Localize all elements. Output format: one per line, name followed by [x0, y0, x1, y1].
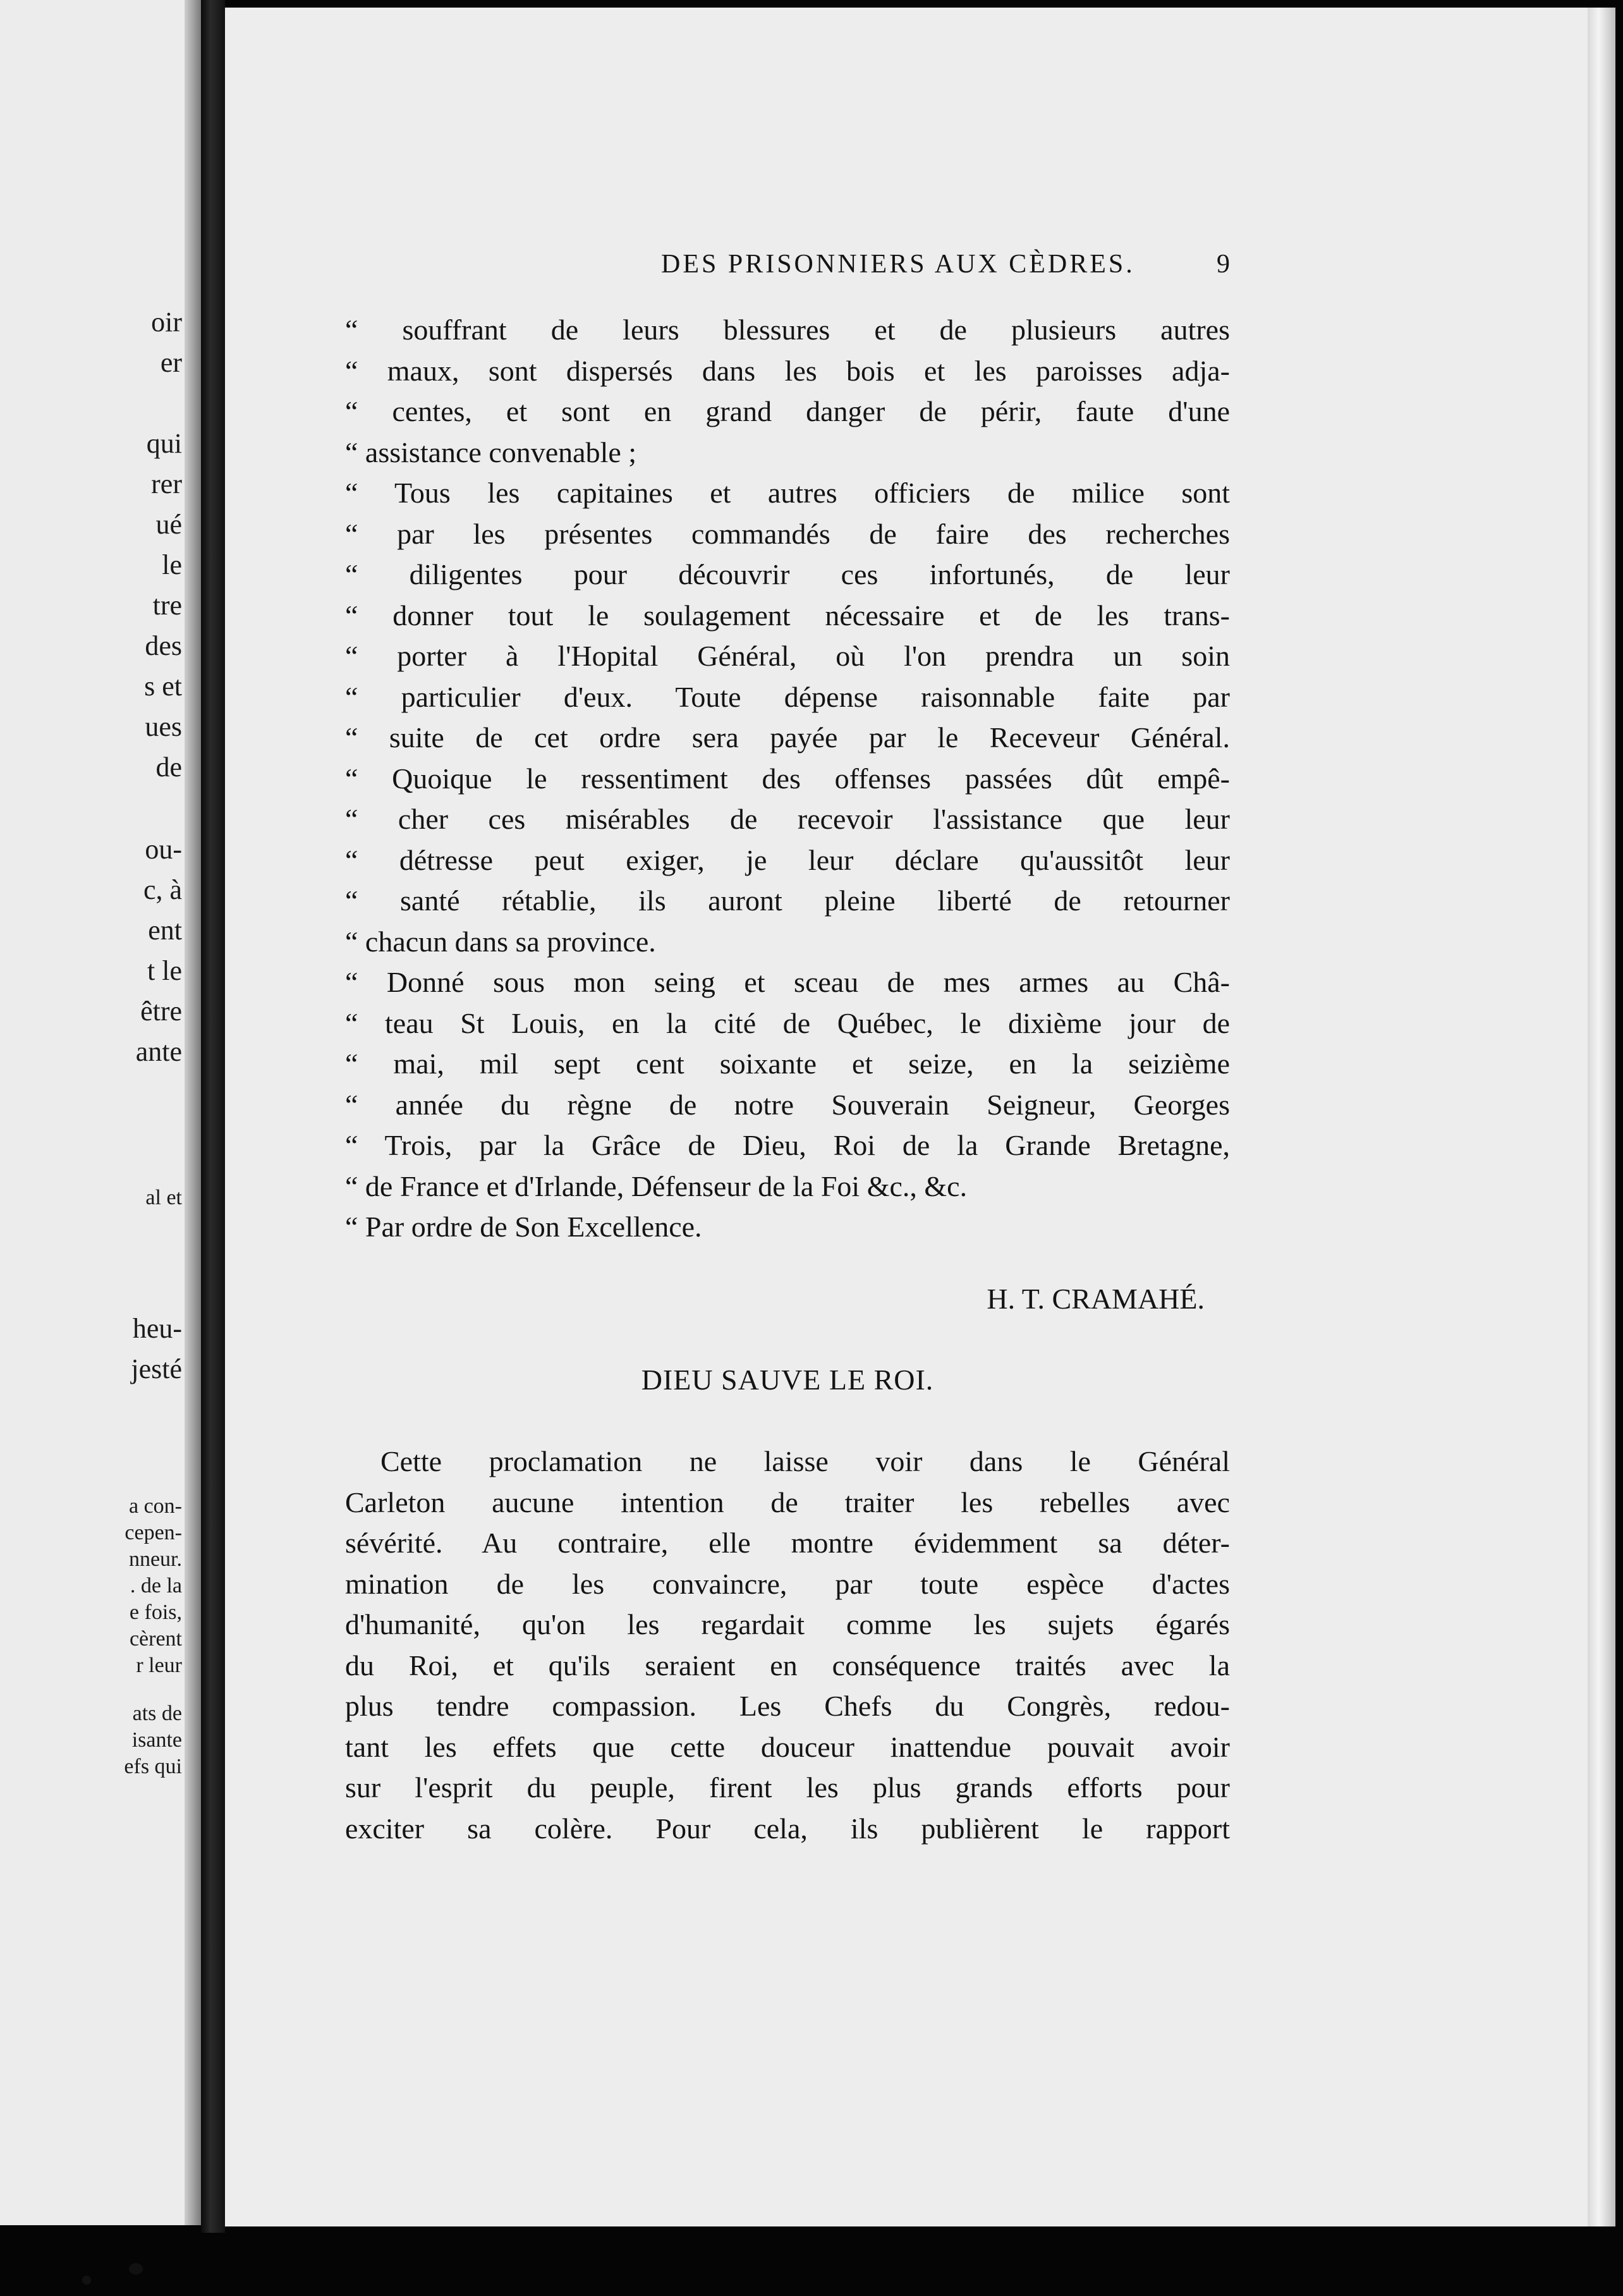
proclamation-line: “ donner tout le soulagement nécessaire et de les trans-: [345, 599, 1230, 632]
proclamation-line: “ suite de cet ordre sera payée par le Receveur Général.: [345, 721, 1230, 754]
proclamation-line: “ Donné sous mon seing et sceau de mes armes au Châ-: [345, 966, 1230, 998]
proclamation-line: “ détresse peut exiger, je leur déclare qu'aussitôt leur: [345, 843, 1230, 876]
left-page-fragment: tre: [152, 590, 182, 621]
left-page-fragment: a con-: [128, 1494, 182, 1518]
proclamation-line: “ teau St Louis, en la cité de Québec, le dixième jour de: [345, 1006, 1230, 1039]
running-header: [345, 249, 1230, 287]
left-page: [0, 0, 201, 2225]
right-page: [225, 8, 1590, 2226]
paragraph-line: sévérité. Au contraire, elle montre évidemment sa déter-: [345, 1527, 1230, 1559]
proclamation-line: “ porter à l'Hopital Général, où l'on prendra un soin: [345, 640, 1230, 672]
signature: H. T. CRAMAHÉ.: [987, 1283, 1205, 1315]
page-edge: [1588, 8, 1615, 2226]
scan-speck: [82, 2276, 91, 2285]
left-page-fragment: cepen-: [125, 1521, 182, 1544]
paragraph-line: Cette proclamation ne laisse voir dans le Général: [380, 1445, 1230, 1477]
left-gutter-shadow: [185, 0, 201, 2225]
left-page-fragment: être: [140, 996, 182, 1027]
paragraph-line: du Roi, et qu'ils seraient en conséquence traités avec la: [345, 1649, 1230, 1682]
paragraph-line: tant les effets que cette douceur inattendue pouvait avoir: [345, 1730, 1230, 1763]
paragraph-line: Carleton aucune intention de traiter les rebelles avec: [345, 1486, 1230, 1518]
proclamation-line: “ souffrant de leurs blessures et de plusieurs autres: [345, 314, 1230, 346]
proclamation-text: [345, 310, 1230, 1248]
left-page-fragment: ou-: [145, 834, 182, 865]
proclamation-line: “ Trois, par la Grâce de Dieu, Roi de la Grande Bretagne,: [345, 1129, 1230, 1161]
left-page-fragment: r leur: [136, 1654, 182, 1677]
left-page-fragment: le: [162, 549, 182, 580]
left-page-fragment: s et: [144, 671, 182, 702]
paragraph-line: plus tendre compassion. Les Chefs du Congrès, redou-: [345, 1690, 1230, 1722]
left-page-fragment: jesté: [131, 1353, 182, 1384]
proclamation-line: “ particulier d'eux. Toute dépense raisonnable faite par: [345, 680, 1230, 713]
page-number: 9: [1217, 250, 1230, 279]
body-paragraph: [345, 1441, 1230, 1849]
paragraph-line: d'humanité, qu'on les regardait comme les sujets égarés: [345, 1608, 1230, 1640]
closing-line: DIEU SAUVE LE ROI.: [641, 1364, 934, 1396]
left-page-fragment: rer: [151, 468, 182, 499]
proclamation-line: “ cher ces misérables de recevoir l'assistance que leur: [345, 803, 1230, 835]
left-page-fragment: qui: [146, 428, 182, 459]
proclamation-line: “ chacun dans sa province.: [345, 925, 656, 958]
left-page-fragment: heu-: [132, 1313, 182, 1344]
proclamation-line: “ maux, sont dispersés dans les bois et les paroisses adja-: [345, 354, 1230, 387]
proclamation-line: “ diligentes pour découvrir ces infortunés, de leur: [345, 558, 1230, 590]
left-page-fragment: c, à: [143, 874, 182, 905]
left-page-text-fragments: [0, 0, 190, 2225]
left-page-fragment: e fois,: [129, 1601, 182, 1624]
left-page-fragment: ats de: [132, 1702, 182, 1725]
running-header-title: DES PRISONNIERS AUX CÈDRES.: [661, 250, 1135, 279]
left-page-fragment: des: [145, 630, 182, 661]
proclamation-line: “ assistance convenable ;: [345, 436, 637, 468]
proclamation-line: “ santé rétablie, ils auront pleine liberté de retourner: [345, 884, 1230, 917]
proclamation-line: “ mai, mil sept cent soixante et seize, en la seizième: [345, 1047, 1230, 1080]
paragraph-line: exciter sa colère. Pour cela, ils publièrent le rapport: [345, 1812, 1230, 1845]
paragraph-line: mination de les convaincre, par toute espèce d'actes: [345, 1567, 1230, 1600]
left-page-fragment: nneur.: [128, 1548, 182, 1571]
left-page-fragment: cèrent: [129, 1627, 182, 1651]
left-page-fragment: efs qui: [124, 1755, 182, 1778]
left-page-fragment: t le: [147, 955, 182, 986]
left-page-fragment: ante: [135, 1036, 182, 1067]
left-page-fragment: ent: [148, 915, 182, 946]
left-page-fragment: isante: [131, 1728, 182, 1752]
paragraph-line: sur l'esprit du peuple, firent les plus grands efforts pour: [345, 1771, 1230, 1804]
book-spine: [201, 0, 225, 2233]
scan-speck: [129, 2263, 143, 2275]
proclamation-line: “ par les présentes commandés de faire des recherches: [345, 517, 1230, 550]
proclamation-line: “ Tous les capitaines et autres officiers de milice sont: [345, 477, 1230, 509]
left-page-fragment: de: [155, 752, 182, 783]
proclamation-line: “ de France et d'Irlande, Défenseur de la Foi &c., &c.: [345, 1169, 968, 1202]
left-page-fragment: ues: [145, 711, 182, 742]
left-page-fragment: ué: [155, 509, 182, 540]
left-page-fragment: er: [160, 347, 182, 378]
proclamation-line: “ Par ordre de Son Excellence.: [345, 1211, 702, 1243]
left-page-fragment: al et: [145, 1186, 182, 1209]
proclamation-line: “ année du règne de notre Souverain Seigneur, Georges: [345, 1088, 1230, 1121]
left-page-fragment: . de la: [130, 1574, 182, 1597]
left-page-fragment: oir: [151, 307, 182, 338]
proclamation-line: “ centes, et sont en grand danger de périr, faute d'une: [345, 395, 1230, 427]
proclamation-line: “ Quoique le ressentiment des offenses passées dût empê-: [345, 762, 1230, 795]
